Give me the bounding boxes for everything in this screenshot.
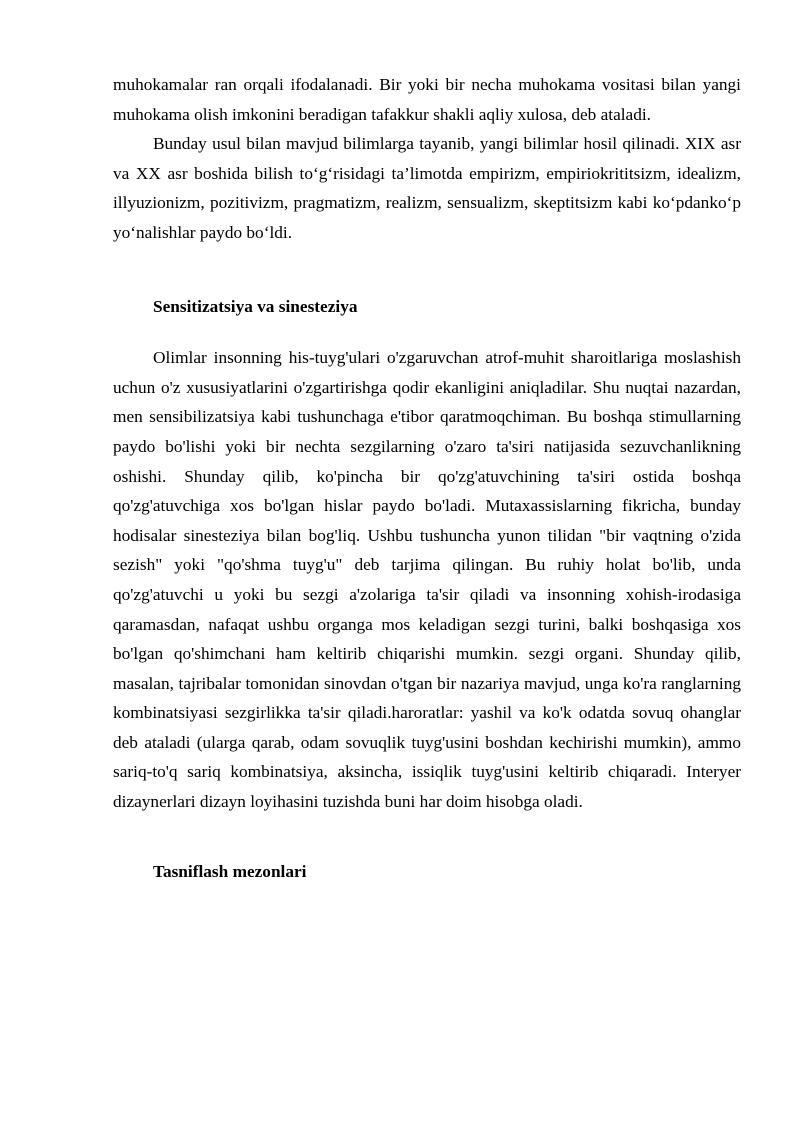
section-heading-classification: Tasniflash mezonlari bbox=[153, 861, 307, 881]
paragraph-synesthesia: Olimlar insonning his-tuyg'ulari o'zgaruvchan atrof-muhit sharoitlariga moslashish uchun o'z xususiyatlarini o'zgartirishga qodir ekanligini aniqladilar. Shu nuqtai nazardan, men sensibilizatsiya kabi tushunchaga e'tibor qaratmoqchiman. Bu boshqa stimullarning paydo bo'lishi yoki bir nechta sezgilarning o'zaro ta'siri natijasida sezuvchanlikning oshishi. Shunday qilib, ko'pincha bir qo'zg'atuvchining ta'siri ostida boshqa qo'zg'atuvchiga xos bo'lgan hislar paydo bo'ladi. Mutaxassislarning fikricha, bunday hodisalar sinesteziya bilan bog'liq. Ushbu tushuncha yunon tilidan "bir vaqtning o'zida sezish" yoki "qo'shma tuyg'u" deb tarjima qilingan. Bu ruhiy holat bo'lib, unda qo'zg'atuvchi u yoki bu sezgi a'zolariga ta'sir qiladi va insonning xohish-irodasiga qaramasdan, nafaqat ushbu organga mos keladigan sezgi turini, balki boshqasiga xos bo'lgan qo'shimchani ham keltirib chiqarishi mumkin. sezgi organi. Shunday qilib, masalan, tajribalar tomonidan sinovdan o'tgan bir nazariya mavjud, unga ko'ra ranglarning kombinatsiyasi sezgirlikka ta'sir qiladi.haroratlar: yashil va ko'k odatda sovuq ohanglar deb ataladi (ularga qarab, odam sovuqlik tuyg'usini boshdan kechirishi mumkin), ammo sariq-to'q sariq kombinatsiya, aksincha, issiqlik tuyg'usini keltirib chiqaradi. Interyer dizaynerlari dizayn loyihasini tuzishda buni har doim hisobga oladi. bbox=[113, 348, 741, 812]
paragraph-knowledge-theories: Bunday usul bilan mavjud bilimlarga tayanib, yangi bilimlar hosil qilinadi. XIX asr va XX asr boshida bilish to‘g‘risidagi ta’limotda empirizm, empiriokrititsizm, idealizm, illyuzionizm, pozitivizm, pragmatizm, realizm, sensualizm, skeptitsizm kabi ko‘pdanko‘p yo‘nalishlar paydo bo‘ldi. bbox=[113, 134, 741, 242]
paragraph-continuation: muhokamalar ran orqali ifodalanadi. Bir yoki bir necha muhokama vositasi bilan yangi muhokama olish imkonini beradigan tafakkur shakli aqliy xulosa, deb ataladi. bbox=[113, 75, 741, 124]
section-heading-sensitization: Sensitizatsiya va sinesteziya bbox=[153, 296, 358, 316]
document-page bbox=[113, 70, 741, 886]
